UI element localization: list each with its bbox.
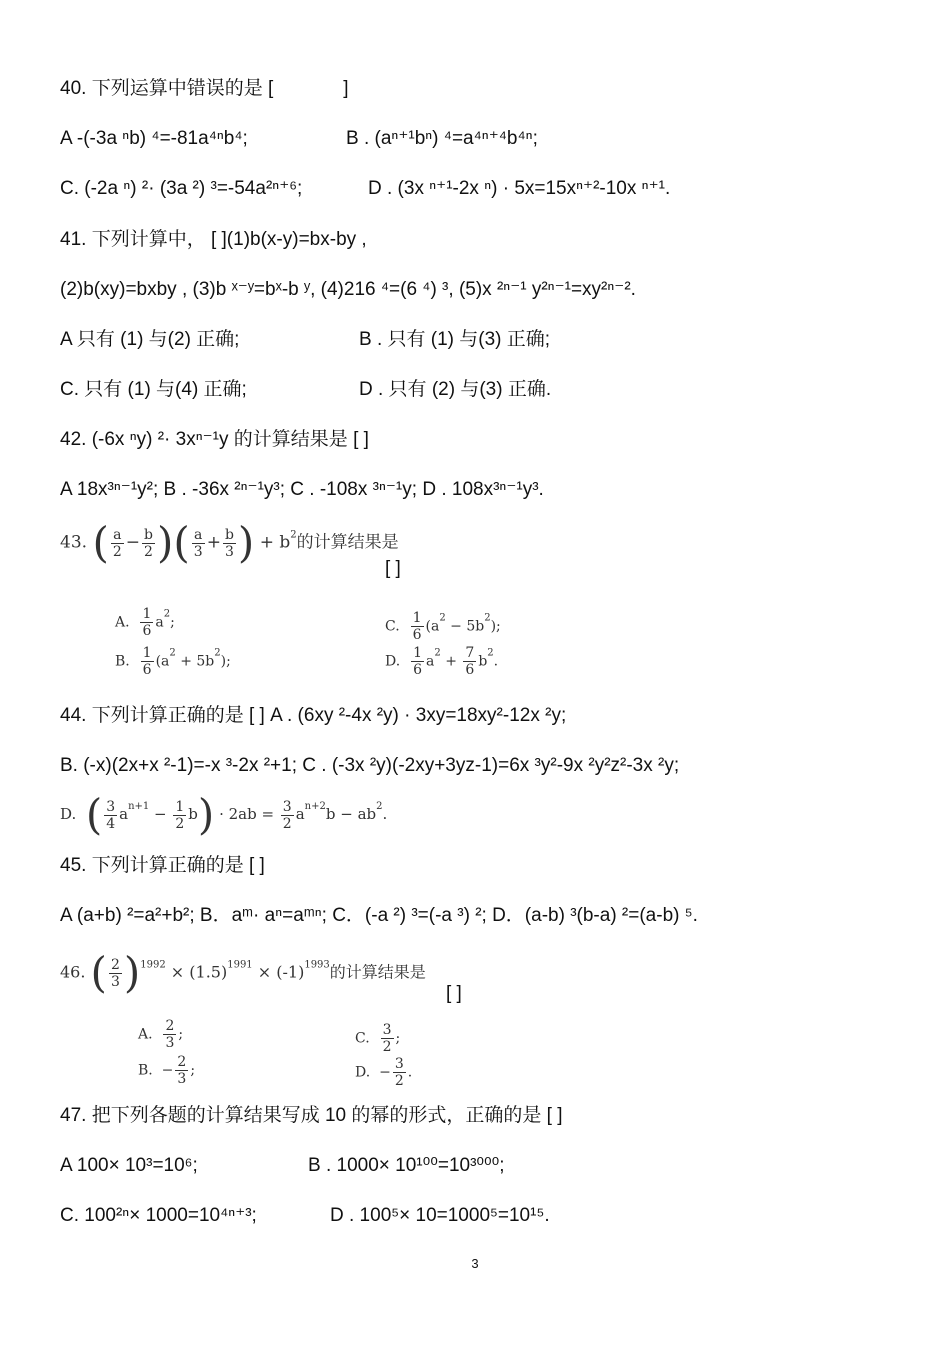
q46-option-b: B. − $\frac{2}{3}$ ;: [138, 1054, 196, 1087]
q41-option-c: C. 只有 (1) 与(4) 正确;: [60, 379, 247, 400]
q41-line2: (2)b(xy)=bxby , (3)b ˣ⁻ʸ=bˣ-b ʸ, (4)216 ⁴=(6 ⁴) ³, (5)x ²ⁿ⁻¹ y²ⁿ⁻¹=xy²ⁿ⁻².: [60, 279, 636, 300]
q45-options: A (a+b) ²=a²+b²; B．aᵐ· aⁿ=aᵐⁿ; C．(-a ²) ³=(-a ³) ²; D．(a-b) ³(b-a) ²=(a-b) ⁵.: [60, 905, 698, 926]
q47-option-a: A 100× 10³=10⁶;: [60, 1155, 198, 1176]
q43-d-label: D.: [385, 653, 401, 670]
q46-bracket: [ ]: [446, 983, 462, 1004]
q43-tail: 的计算结果是: [296, 532, 399, 553]
q40-stem-text: 40. 下列运算中错误的是 [: [60, 78, 274, 99]
q46-d-label: D.: [355, 1064, 371, 1081]
q41-option-d: D . 只有 (2) 与(3) 正确.: [359, 379, 552, 400]
q46-option-d: D. − $\frac{3}{2}$ .: [355, 1056, 413, 1089]
q40-stem: [60, 77, 349, 101]
q46-option-c: C. $\frac{3}{2}$ ;: [355, 1022, 401, 1055]
q40-option-c: C. (-2a ⁿ) ²· (3a ²) ³=-54a²ⁿ⁺⁶;: [60, 178, 303, 199]
q40-stem-end: ]: [343, 78, 349, 99]
q47-stem: 47. 把下列各题的计算结果写成 10 的幂的形式，正确的是 [ ]: [60, 1105, 563, 1126]
q46-option-a: A. $\frac{2}{3}$ ;: [138, 1018, 184, 1051]
q43-option-d: D. $\frac{1}{6}$ $a^2$ + $\frac{7}{6}$ $b^2$.: [385, 645, 499, 678]
q43-option-c: C. $\frac{1}{6}$ $(a^2 - 5b^2)$;: [385, 610, 501, 643]
q45-stem: 45. 下列计算正确的是 [ ]: [60, 855, 265, 876]
q43-option-b: B. $\frac{1}{6}$ $(a^2 + 5b^2)$;: [115, 645, 231, 678]
q44-option-d: D. ( $\frac{3}{4}$ $a^{n+1}$ − $\frac{1}{2}$ b) · 2ab = $\frac{3}{2}$ $a^{n+2}b - ab^2$.: [60, 790, 388, 839]
q46-b-label: B.: [138, 1062, 153, 1079]
q46-a-label: A.: [138, 1026, 153, 1043]
q40-option-d: D . (3x ⁿ⁺¹-2x ⁿ) · 5x=15xⁿ⁺²-10x ⁿ⁺¹.: [368, 178, 671, 199]
q42-stem: 42. (-6x ⁿy) ²· 3xⁿ⁻¹y 的计算结果是 [ ]: [60, 429, 369, 450]
q41-option-b: B . 只有 (1) 与(3) 正确;: [359, 329, 551, 350]
q43-stem: 43. ( $\frac{a}{2}$ − $\frac{b}{2}$ )( $\frac{a}{3}$ + $\frac{b}{3}$ ) + $b^2$的计算结果是: [60, 518, 399, 567]
q41-stem: 41. 下列计算中， [ ](1)b(x-y)=bx-by ,: [60, 229, 367, 250]
q47-option-d: D . 100⁵× 10=1000⁵=10¹⁵.: [330, 1205, 550, 1226]
q43-option-a: A. $\frac{1}{6}$ $a^2$;: [115, 606, 175, 639]
q40-option-b: B . (aⁿ⁺¹bⁿ) ⁴=a⁴ⁿ⁺⁴b⁴ⁿ;: [346, 128, 538, 149]
q44-d-label: D.: [60, 805, 77, 823]
q43-a-label: A.: [115, 614, 130, 631]
q44-line2: B. (-x)(2x+x ²-1)=-x ³-2x ²+1; C . (-3x ²y)(-2xy+3yz-1)=6x ³y²-9x ²y²z²-3x ²y;: [60, 755, 680, 776]
q43-bracket: [ ]: [385, 558, 401, 579]
q46-stem: 46. ( $\frac{2}{3}$ )$^{1992} \times (1.5)^{1991} \times (-1)^{1993}$的计算结果是: [60, 948, 426, 997]
q47-option-c: C. 100²ⁿ× 1000=10⁴ⁿ⁺³;: [60, 1205, 257, 1226]
q46-number: 46.: [60, 962, 86, 982]
q43-b-label: B.: [115, 653, 130, 670]
q41-option-a: A 只有 (1) 与(2) 正确;: [60, 329, 240, 350]
q43-c-label: C.: [385, 618, 400, 635]
q43-number: 43.: [60, 532, 88, 553]
q46-tail: 的计算结果是: [329, 962, 426, 982]
q42-options: A 18x³ⁿ⁻¹y²; B . -36x ²ⁿ⁻¹y³; C . -108x ³ⁿ⁻¹y; D . 108x³ⁿ⁻¹y³.: [60, 479, 544, 500]
q44-stem: 44. 下列计算正确的是 [ ] A . (6xy ²-4x ²y) · 3xy=18xy²-12x ²y;: [60, 705, 567, 726]
q40-option-a: A -(-3a ⁿb) ⁴=-81a⁴ⁿb⁴;: [60, 128, 248, 149]
q46-c-label: C.: [355, 1030, 370, 1047]
page-number: 3: [471, 1256, 479, 1271]
q47-option-b: B . 1000× 10¹⁰⁰=10³⁰⁰⁰;: [308, 1155, 505, 1176]
